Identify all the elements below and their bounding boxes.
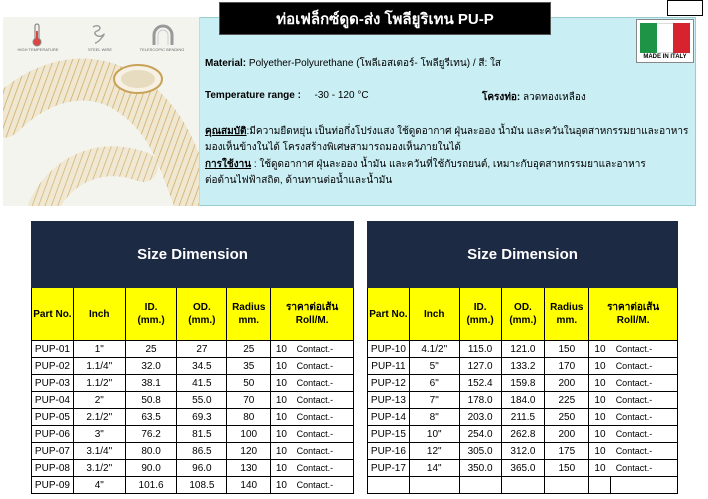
temperature-row xyxy=(205,90,369,101)
hose-illustration xyxy=(3,57,200,206)
table-title-row xyxy=(368,222,678,288)
feature-icons xyxy=(7,21,197,61)
roll-length-cell: 10 xyxy=(271,341,292,358)
roll-length-cell: 10 xyxy=(589,443,611,460)
od-cell: 55.0 xyxy=(177,392,227,409)
property-row xyxy=(205,124,688,139)
price-cell: Contact.- xyxy=(292,341,354,358)
col-header-radius xyxy=(545,288,589,341)
col-header-inch xyxy=(73,288,125,341)
part-no-cell: PUP-07 xyxy=(32,443,74,460)
id-cell: 38.1 xyxy=(125,375,177,392)
radius-cell: 140 xyxy=(227,477,271,494)
col-header-price xyxy=(589,288,678,341)
price-cell: Contact.- xyxy=(292,443,354,460)
radius-cell: 200 xyxy=(545,426,589,443)
part-no-cell: PUP-15 xyxy=(368,426,410,443)
part-no-cell: PUP-12 xyxy=(368,375,410,392)
radius-cell: 170 xyxy=(545,358,589,375)
od-cell: 81.5 xyxy=(177,426,227,443)
roll-length-cell: 10 xyxy=(271,358,292,375)
price-cell: Contact.- xyxy=(292,358,354,375)
feature-steel-wire xyxy=(69,21,131,52)
size-table-right xyxy=(367,221,678,494)
id-cell: 115.0 xyxy=(459,341,501,358)
table-row xyxy=(32,426,354,443)
part-no-cell: PUP-09 xyxy=(32,477,74,494)
part-no-cell: PUP-04 xyxy=(32,392,74,409)
table-row xyxy=(32,460,354,477)
bending-icon xyxy=(151,23,175,47)
inch-cell: 4.1/2" xyxy=(409,341,459,358)
empty-cell xyxy=(368,477,410,494)
id-cell: 254.0 xyxy=(459,426,501,443)
inch-cell: 5" xyxy=(409,358,459,375)
table-row xyxy=(32,409,354,426)
roll-length-cell: 10 xyxy=(589,375,611,392)
inch-cell: 2" xyxy=(73,392,125,409)
table-title-row xyxy=(32,222,354,288)
col-header-text: ID. (mm.) xyxy=(466,302,494,326)
price-cell: Contact.- xyxy=(611,375,678,392)
col-header-text: Radius mm. xyxy=(550,302,584,326)
size-table-left xyxy=(31,221,354,494)
radius-cell: 250 xyxy=(545,409,589,426)
table-row xyxy=(368,358,678,375)
structure-value: ลวดทองเหลือง xyxy=(523,92,586,103)
table-body-right xyxy=(368,341,678,494)
empty-cell xyxy=(545,477,589,494)
id-cell: 25 xyxy=(125,341,177,358)
price-cell: Contact.- xyxy=(611,341,678,358)
radius-cell: 70 xyxy=(227,392,271,409)
id-cell: 203.0 xyxy=(459,409,501,426)
structure-label: โครงท่อ: xyxy=(482,92,521,103)
col-header-text: Inch xyxy=(423,308,445,320)
roll-length-cell: 10 xyxy=(589,358,611,375)
inch-cell: 14" xyxy=(409,460,459,477)
empty-cell xyxy=(501,477,545,494)
radius-cell: 50 xyxy=(227,375,271,392)
radius-cell: 100 xyxy=(227,426,271,443)
part-no-cell: PUP-02 xyxy=(32,358,74,375)
roll-length-cell: 10 xyxy=(271,477,292,494)
od-cell: 69.3 xyxy=(177,409,227,426)
price-cell: Contact.- xyxy=(292,426,354,443)
table-row xyxy=(32,341,354,358)
table-header-row xyxy=(32,288,354,341)
radius-cell: 150 xyxy=(545,460,589,477)
feature-label: TELESCOPIC BENDING xyxy=(139,47,185,52)
col-header-text: ID. (mm.) xyxy=(137,302,165,326)
radius-cell: 175 xyxy=(545,443,589,460)
col-header-od xyxy=(501,288,545,341)
od-cell: 262.8 xyxy=(501,426,545,443)
col-header-od xyxy=(177,288,227,341)
roll-length-cell: 10 xyxy=(271,409,292,426)
table-row xyxy=(32,375,354,392)
part-no-cell: PUP-11 xyxy=(368,358,410,375)
empty-cell xyxy=(589,477,611,494)
col-header-price xyxy=(271,288,354,341)
id-cell: 50.8 xyxy=(125,392,177,409)
roll-length-cell: 10 xyxy=(271,443,292,460)
table-header-row xyxy=(368,288,678,341)
table-row xyxy=(32,358,354,375)
table-title: Size Dimension xyxy=(368,222,678,288)
empty-cell xyxy=(409,477,459,494)
id-cell: 101.6 xyxy=(125,477,177,494)
od-cell: 34.5 xyxy=(177,358,227,375)
part-no-cell: PUP-03 xyxy=(32,375,74,392)
table-row xyxy=(32,477,354,494)
col-header-id xyxy=(125,288,177,341)
col-header-text: OD. (mm.) xyxy=(188,302,216,326)
price-cell: Contact.- xyxy=(611,426,678,443)
temperature-value: -30 - 120 °C xyxy=(314,90,369,101)
od-cell: 159.8 xyxy=(501,375,545,392)
table-row xyxy=(368,409,678,426)
radius-cell: 225 xyxy=(545,392,589,409)
price-cell: Contact.- xyxy=(611,460,678,477)
price-cell: Contact.- xyxy=(292,375,354,392)
roll-length-cell: 10 xyxy=(271,375,292,392)
od-cell: 211.5 xyxy=(501,409,545,426)
id-cell: 90.0 xyxy=(125,460,177,477)
radius-cell: 25 xyxy=(227,341,271,358)
radius-cell: 35 xyxy=(227,358,271,375)
od-cell: 27 xyxy=(177,341,227,358)
table-body-left xyxy=(32,341,354,494)
usage-row-2: ต่อต้านไฟฟ้าสถิต, ด้านทานต่อน้ำและน้ำมัน xyxy=(205,175,393,186)
usage-label: การใช้งาน xyxy=(205,159,252,170)
part-no-cell: PUP-01 xyxy=(32,341,74,358)
inch-cell: 12" xyxy=(409,443,459,460)
inch-cell: 1.1/2" xyxy=(73,375,125,392)
property-label: คุณสมบัติ xyxy=(205,126,247,137)
inch-cell: 4" xyxy=(73,477,125,494)
part-no-cell: PUP-10 xyxy=(368,341,410,358)
id-cell: 63.5 xyxy=(125,409,177,426)
od-cell: 184.0 xyxy=(501,392,545,409)
table-row xyxy=(368,426,678,443)
table-title: Size Dimension xyxy=(32,222,354,288)
od-cell: 121.0 xyxy=(501,341,545,358)
roll-length-cell: 10 xyxy=(589,341,611,358)
feature-telescopic-bending xyxy=(131,21,193,52)
od-cell: 365.0 xyxy=(501,460,545,477)
table-row xyxy=(368,443,678,460)
inch-cell: 10" xyxy=(409,426,459,443)
material-value: Polyether-Polyurethane (โพลีเอสเตอร์- โพลียูรีเทน) / สี: ใส xyxy=(248,58,502,69)
structure-row xyxy=(482,90,586,105)
inch-cell: 3.1/4" xyxy=(73,443,125,460)
radius-cell: 120 xyxy=(227,443,271,460)
col-header-text: Part No. xyxy=(369,308,408,320)
roll-length-cell: 10 xyxy=(271,460,292,477)
price-cell: Contact.- xyxy=(611,392,678,409)
table-row xyxy=(32,392,354,409)
od-cell: 108.5 xyxy=(177,477,227,494)
part-no-cell: PUP-17 xyxy=(368,460,410,477)
title-banner xyxy=(219,2,551,35)
part-no-cell: PUP-13 xyxy=(368,392,410,409)
inch-cell: 7" xyxy=(409,392,459,409)
product-photo xyxy=(3,17,200,206)
price-cell: Contact.- xyxy=(292,477,354,494)
col-header-text: Part No. xyxy=(33,308,72,320)
part-no-cell: PUP-14 xyxy=(368,409,410,426)
id-cell: 80.0 xyxy=(125,443,177,460)
col-header-id xyxy=(459,288,501,341)
corner-box xyxy=(667,0,703,16)
price-cell: Contact.- xyxy=(292,409,354,426)
roll-length-cell: 10 xyxy=(589,392,611,409)
col-header-text: ราคาต่อเส้น Roll/M. xyxy=(286,302,339,326)
od-cell: 96.0 xyxy=(177,460,227,477)
part-no-cell: PUP-05 xyxy=(32,409,74,426)
made-in-italy-label: MADE IN ITALY xyxy=(643,54,687,60)
radius-cell: 80 xyxy=(227,409,271,426)
table-row xyxy=(32,443,354,460)
inch-cell: 8" xyxy=(409,409,459,426)
table-row xyxy=(368,392,678,409)
part-no-cell: PUP-08 xyxy=(32,460,74,477)
col-header-part-no xyxy=(32,288,74,341)
feature-label: STEEL WIRE xyxy=(87,47,113,52)
col-header-text: Inch xyxy=(88,308,110,320)
part-no-cell: PUP-16 xyxy=(368,443,410,460)
property-row-2: มองเห็นข้างในได้ โครงสร้างพิเศษสามารถมองเห็นภายในได้ xyxy=(205,142,461,153)
feature-high-temperature xyxy=(7,21,69,52)
od-cell: 312.0 xyxy=(501,443,545,460)
inch-cell: 6" xyxy=(409,375,459,392)
id-cell: 152.4 xyxy=(459,375,501,392)
price-cell: Contact.- xyxy=(611,358,678,375)
id-cell: 178.0 xyxy=(459,392,501,409)
thermometer-icon xyxy=(27,23,47,47)
steel-wire-icon xyxy=(89,23,109,47)
material-row xyxy=(205,56,501,71)
col-header-text: OD. (mm.) xyxy=(509,302,537,326)
table-row-empty xyxy=(368,477,678,494)
od-cell: 41.5 xyxy=(177,375,227,392)
table-row xyxy=(368,341,678,358)
table-row xyxy=(368,375,678,392)
made-in-italy-badge xyxy=(636,19,694,63)
temperature-label: Temperature range : xyxy=(205,90,301,101)
inch-cell: 3" xyxy=(73,426,125,443)
inch-cell: 1.1/4" xyxy=(73,358,125,375)
table-row xyxy=(368,460,678,477)
radius-cell: 200 xyxy=(545,375,589,392)
roll-length-cell: 10 xyxy=(271,392,292,409)
feature-label: HIGH TEMPERATURE xyxy=(17,47,59,52)
roll-length-cell: 10 xyxy=(271,426,292,443)
od-cell: 86.5 xyxy=(177,443,227,460)
radius-cell: 150 xyxy=(545,341,589,358)
usage-text: : ใช้ดูดอากาศ ฝุ่นละออง น้ำมัน และควันที่ใช้กับรถยนต์, เหมาะกับอุตสาหกรรมยาและอาหาร xyxy=(251,159,646,170)
usage-row xyxy=(205,157,646,172)
col-header-text: Radius mm. xyxy=(232,302,266,326)
part-no-cell: PUP-06 xyxy=(32,426,74,443)
price-cell: Contact.- xyxy=(292,460,354,477)
material-label: Material: xyxy=(205,58,247,69)
empty-cell xyxy=(611,477,678,494)
roll-length-cell: 10 xyxy=(589,426,611,443)
radius-cell: 130 xyxy=(227,460,271,477)
col-header-part-no xyxy=(368,288,410,341)
price-cell: Contact.- xyxy=(611,443,678,460)
product-title: ท่อเฟล็กซ์ดูด-ส่ง โพลียูริเทน PU-P xyxy=(276,11,494,28)
price-cell: Contact.- xyxy=(292,392,354,409)
price-cell: Contact.- xyxy=(611,409,678,426)
id-cell: 76.2 xyxy=(125,426,177,443)
od-cell: 133.2 xyxy=(501,358,545,375)
roll-length-cell: 10 xyxy=(589,460,611,477)
property-text: :มีความยืดหยุ่น เป็นท่อกึ่งโปร่งแสง ใช้ดูดอากาศ ฝุ่นละออง น้ำมัน และควันในอุตสาหกรรมยาและอาหาร xyxy=(246,126,689,137)
empty-cell xyxy=(459,477,501,494)
inch-cell: 3.1/2" xyxy=(73,460,125,477)
id-cell: 350.0 xyxy=(459,460,501,477)
id-cell: 305.0 xyxy=(459,443,501,460)
inch-cell: 1" xyxy=(73,341,125,358)
id-cell: 32.0 xyxy=(125,358,177,375)
col-header-radius xyxy=(227,288,271,341)
col-header-text: ราคาต่อเส้น Roll/M. xyxy=(607,302,660,326)
id-cell: 127.0 xyxy=(459,358,501,375)
roll-length-cell: 10 xyxy=(589,409,611,426)
inch-cell: 2.1/2" xyxy=(73,409,125,426)
col-header-inch xyxy=(409,288,459,341)
italy-flag-icon xyxy=(640,23,690,53)
